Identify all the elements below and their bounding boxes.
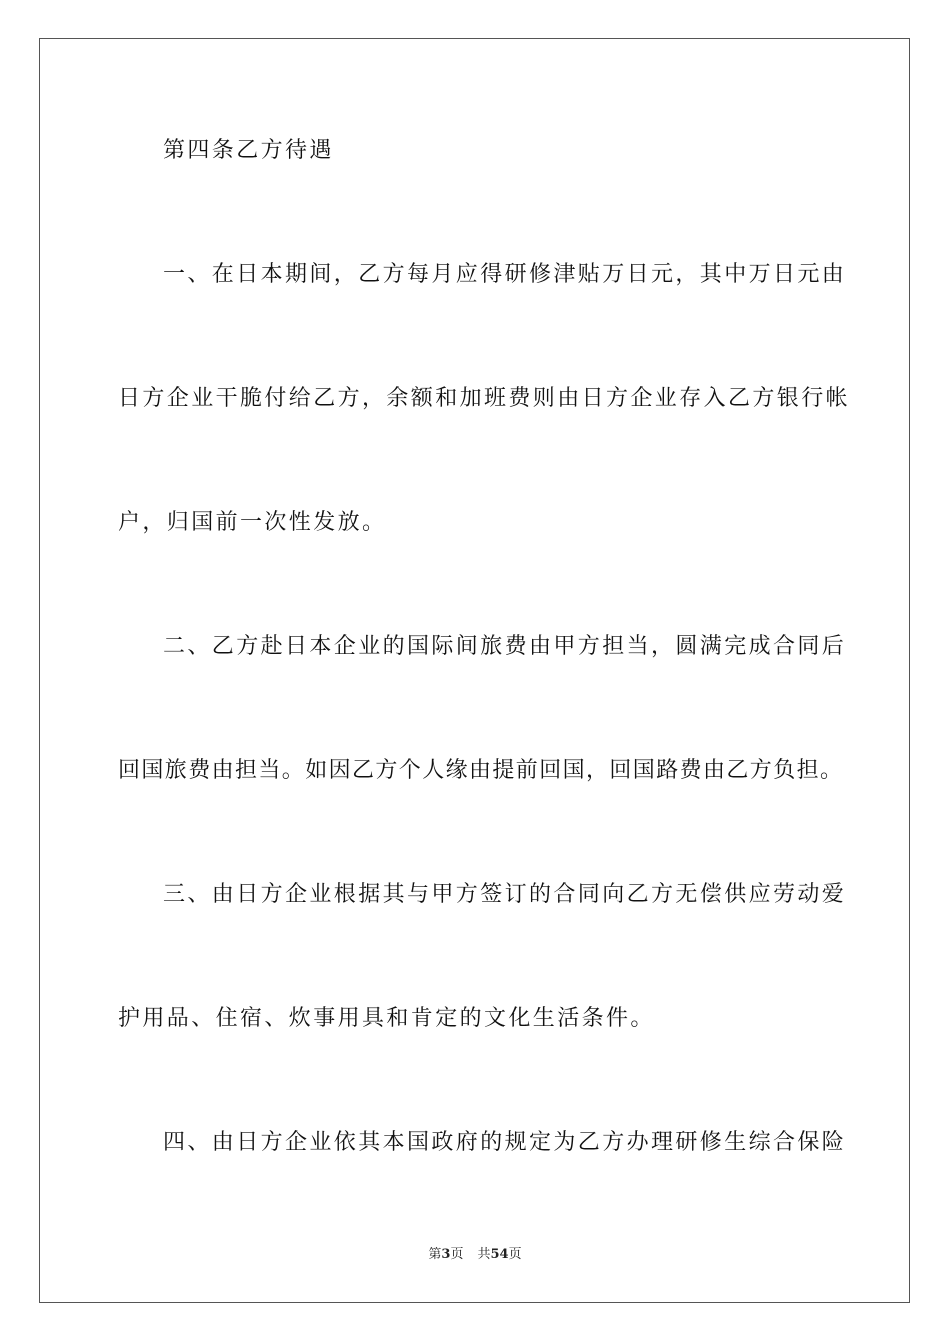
paragraph-1-line-3: 户，归国前一次性发放。 [118,510,387,535]
paragraph-1-line-2: 日方企业干脆付给乙方，余额和加班费则由日方企业存入乙方银行帐 [118,386,851,411]
total-suffix: 页 [508,1247,522,1262]
page-suffix: 页 [450,1247,464,1262]
paragraph-4-line-1: 四、由日方企业依其本国政府的规定为乙方办理研修生综合保险 [163,1130,847,1155]
paragraph-2-line-2: 回国旅费由担当。如因乙方个人缘由提前回国，回国路费由乙方负担。 [118,758,844,783]
paragraph-2-line-1: 二、乙方赴日本企业的国际间旅费由甲方担当，圆满完成合同后 [163,634,847,659]
page-prefix: 第 [428,1247,442,1262]
paragraph-3-line-2: 护用品、住宿、炊事用具和肯定的文化生活条件。 [118,1006,655,1031]
section-heading: 第四条乙方待遇 [163,138,334,163]
page-border [39,38,910,1303]
page-footer [0,1246,950,1264]
paragraph-1-line-1: 一、在日本期间，乙方每月应得研修津贴万日元，其中万日元由 [163,262,847,287]
page-number: 3 [441,1247,451,1262]
page-total: 54 [490,1247,509,1262]
paragraph-3-line-1: 三、由日方企业根据其与甲方签订的合同向乙方无偿供应劳动爱 [163,882,847,907]
total-prefix: 共 [477,1247,491,1262]
